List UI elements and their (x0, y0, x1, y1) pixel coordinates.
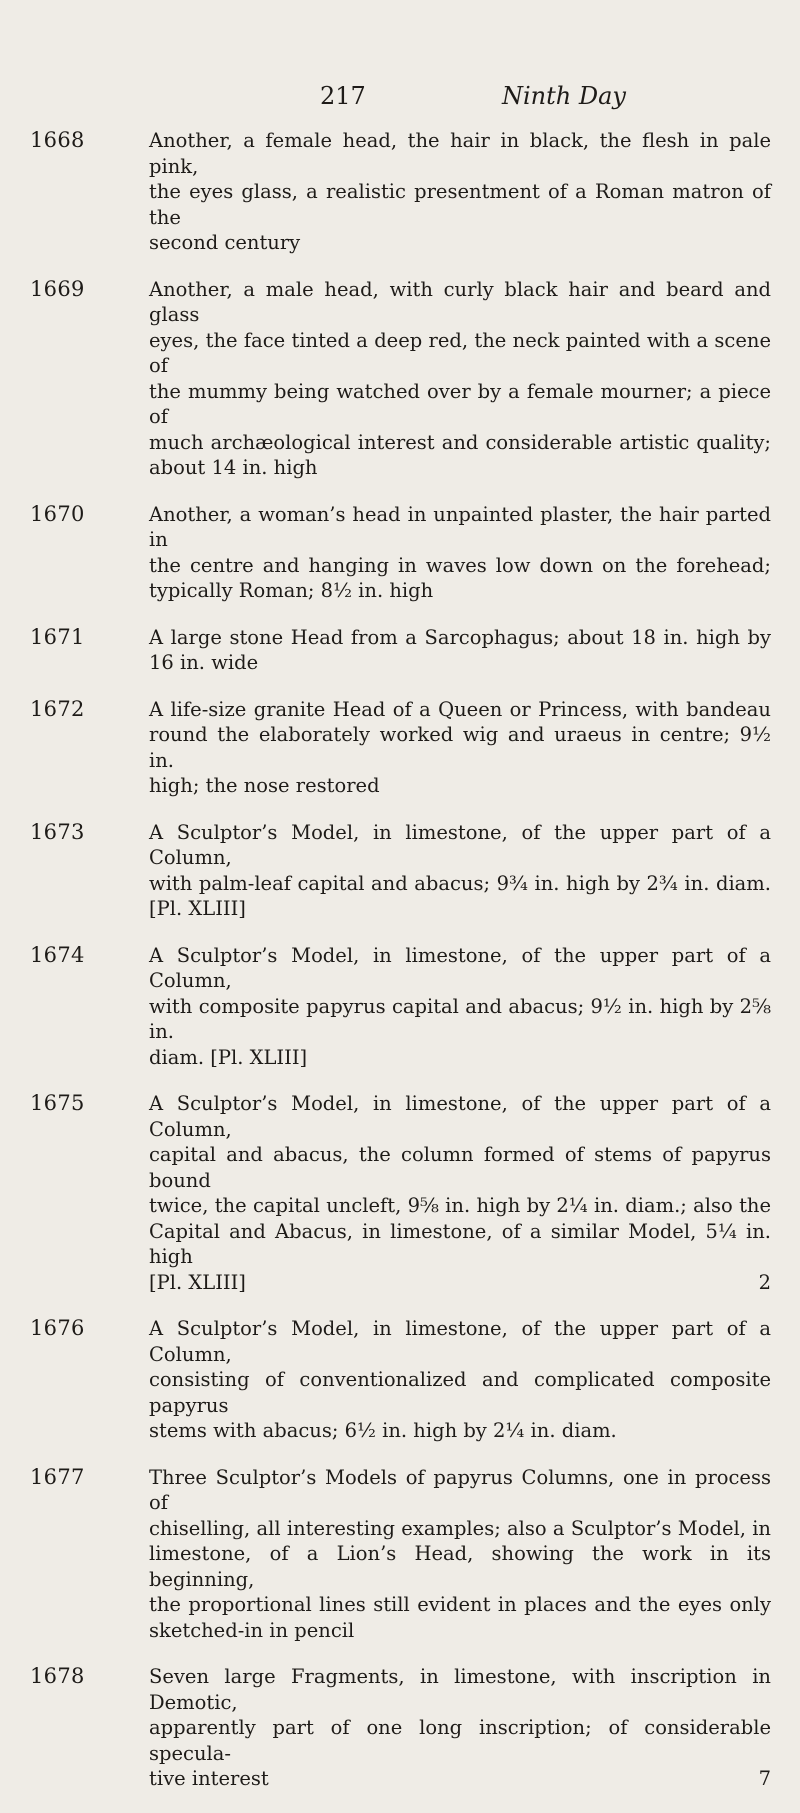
lot-description-line: A Sculptor’s Model, in limestone, of the upper part of a Column, (149, 820, 771, 869)
lot-count: 7 (758, 1767, 771, 1790)
lot-description-line: [Pl. XLIII] (149, 1270, 246, 1294)
lot-description (149, 697, 771, 799)
lot-description-line: the eyes glass, a realistic presentment of a Roman matron of the (149, 180, 771, 229)
lot-entry (0, 277, 800, 481)
lot-description-line: stems with abacus; 6½ in. high by 2¼ in. diam. (149, 1419, 617, 1442)
lot-description-line: apparently part of one long inscription; of considerable specula- (149, 1716, 771, 1765)
lot-number: 1673 (30, 819, 85, 844)
lot-description-line: consisting of conventionalized and complicated composite papyrus (149, 1368, 771, 1417)
lot-description-line: A Sculptor’s Model, in limestone, of the upper part of a Column, (149, 1092, 771, 1141)
lot-description (149, 1465, 771, 1644)
lot-number: 1671 (30, 624, 85, 649)
lot-number: 1675 (30, 1091, 85, 1115)
lot-entry (0, 625, 800, 676)
lot-entry (0, 1465, 800, 1644)
lot-number: 1672 (30, 696, 85, 721)
lot-number: 1677 (30, 1464, 85, 1489)
lot-description-line: A large stone Head from a Sarcophagus; about 18 in. high by (149, 625, 771, 649)
lot-description-line: chiselling, all interesting examples; also a Sculptor’s Model, in (149, 1516, 771, 1540)
lot-description-line: Another, a woman’s head in unpainted plaster, the hair parted in (149, 502, 771, 551)
lot-entry (0, 1316, 800, 1444)
lot-description-line: diam. [Pl. XLIII] (149, 1045, 308, 1069)
lot-description-line: with composite papyrus capital and abacus; 9½ in. high by 2⅝ in. (149, 994, 771, 1043)
lot-description-line: twice, the capital uncleft, 9⅝ in. high by 2¼ in. diam.; also the (149, 1194, 771, 1217)
lot-description (149, 128, 771, 256)
lot-entry (0, 820, 800, 922)
lot-description-line: sketched-in in pencil (149, 1618, 355, 1642)
running-title: Ninth Day (502, 82, 626, 110)
lot-entry (0, 128, 800, 256)
lot-description (149, 1091, 771, 1295)
lot-description-line: the mummy being watched over by a female mourner; a piece of (149, 379, 771, 428)
lot-description-line: round the elaborately worked wig and uraeus in centre; 9½ in. (149, 723, 771, 772)
lot-description-line: Another, a female head, the hair in black, the flesh in pale pink, (149, 129, 771, 178)
lot-description-line: the proportional lines still evident in places and the eyes only (149, 1593, 771, 1616)
lot-description-line: with palm-leaf capital and abacus; 9¾ in. high by 2¾ in. diam. (149, 871, 771, 895)
lot-description-line: about 14 in. high (149, 456, 318, 479)
lot-description (149, 943, 771, 1071)
lot-number: 1678 (30, 1664, 85, 1688)
lot-description (149, 1664, 771, 1792)
lot-description-line: much archæological interest and considerable artistic quality; (149, 430, 771, 454)
lot-description-line: A Sculptor’s Model, in limestone, of the upper part of a Column, (149, 943, 771, 992)
lot-description-line: capital and abacus, the column formed of stems of papyrus bound (149, 1143, 771, 1192)
lot-description-line: typically Roman; 8½ in. high (149, 579, 434, 602)
lot-description-line: [Pl. XLIII] (149, 897, 246, 920)
lot-number: 1669 (30, 276, 85, 301)
page-header (0, 82, 800, 114)
lot-list (0, 128, 800, 1813)
lot-description-line: A Sculptor’s Model, in limestone, of the upper part of a Column, (149, 1317, 771, 1366)
lot-entry (0, 697, 800, 799)
lot-description-line: A life-size granite Head of a Queen or Princess, with bandeau (149, 697, 771, 721)
lot-description-line: 16 in. wide (149, 651, 259, 674)
page-number: 217 (320, 82, 366, 110)
lot-description-line: tive interest (149, 1767, 269, 1790)
lot-description-line: Capital and Abacus, in limestone, of a similar Model, 5¼ in. high (149, 1219, 771, 1268)
lot-number: 1670 (30, 501, 85, 526)
lot-description-line: eyes, the face tinted a deep red, the neck painted with a scene of (149, 328, 771, 377)
lot-description (149, 502, 771, 604)
lot-entry (0, 502, 800, 604)
lot-entry (0, 1664, 800, 1792)
lot-description-line: high; the nose restored (149, 774, 380, 797)
lot-description (149, 277, 771, 481)
lot-entry (0, 943, 800, 1071)
lot-number: 1668 (30, 128, 85, 152)
lot-description-line: limestone, of a Lion’s Head, showing the work in its beginning, (149, 1542, 771, 1591)
lot-description-line: the centre and hanging in waves low down on the forehead; (149, 553, 771, 577)
lot-number: 1676 (30, 1316, 85, 1340)
lot-number: 1674 (30, 942, 85, 967)
lot-count: 2 (758, 1270, 771, 1294)
lot-description (149, 820, 771, 922)
lot-description-line: Another, a male head, with curly black hair and beard and glass (149, 277, 771, 326)
lot-description-line: second century (149, 231, 301, 254)
lot-description-line: Three Sculptor’s Models of papyrus Columns, one in process of (149, 1465, 771, 1514)
lot-description (149, 625, 771, 676)
lot-description-line: Seven large Fragments, in limestone, with inscription in Demotic, (149, 1665, 771, 1714)
lot-entry (0, 1091, 800, 1295)
lot-description (149, 1316, 771, 1444)
